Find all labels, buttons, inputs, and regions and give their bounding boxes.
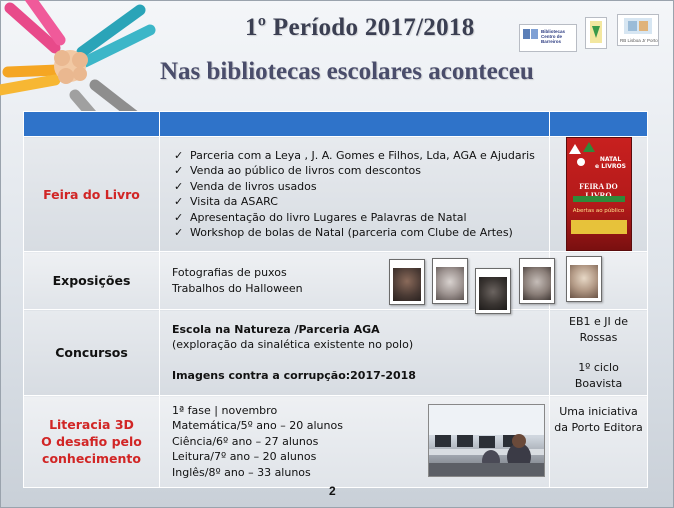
category-cell: Literacia 3D O desafio pelo conhecimento [24, 396, 160, 488]
school-logo [585, 17, 607, 49]
checkmark-icon: ✓ [174, 226, 184, 239]
list-item: ✓ Parceria com a Leya , J. A. Gomes e Filhos, Lda, AGA e Ajudaris [174, 148, 535, 162]
exhibition-photo [519, 258, 555, 304]
computer-lab-illustration-icon [429, 405, 544, 476]
contest-description: (exploração da sinalética existente no polo) [172, 338, 414, 352]
period-title: 1º Período 2017/2018 [245, 14, 475, 41]
computer-lab-photo [428, 404, 545, 477]
header-cell [550, 112, 648, 137]
contest-title: Escola na Natureza /Parceria AGA [172, 322, 380, 336]
list-item: ✓ Venda de livros usados [174, 179, 317, 193]
exhibition-photo [432, 258, 468, 304]
library-network-logo: Bibliotecas Centro de Barreiros [519, 24, 577, 52]
page-number: 2 [329, 484, 336, 498]
book-fair-poster: NATAL e LIVROS FEIRA DO Abertas ao público [566, 137, 632, 251]
table-header-row [24, 112, 648, 137]
initiative-cell: Uma iniciativa da Porto Editora [550, 396, 648, 488]
exhibition-photo [566, 256, 602, 302]
list-item: ✓ Workshop de bolas de Natal (parceria com Clube de Artes) [174, 226, 513, 239]
book-icon [522, 27, 540, 41]
poster-cell [550, 137, 648, 252]
table-row [24, 396, 648, 488]
list-item: ✓ Venda ao público de livros com descontos [174, 164, 422, 177]
header-cell [160, 112, 550, 137]
school-emblem-icon [586, 18, 606, 48]
literacy-details: 1ª fase | novembro Matemática/5º ano – 20 alunos Ciência/6º ano – 27 alunos Leitura/7º ano – 20 alunos Inglês/8º ano – 33 alunos [172, 403, 343, 479]
checkmark-icon: ✓ [174, 179, 184, 193]
category-cell: Exposições [24, 252, 160, 310]
checkmark-icon: ✓ [174, 164, 184, 177]
list-item: ✓ Visita da ASARC [174, 195, 278, 208]
table-row [24, 137, 648, 252]
details-cell [160, 310, 550, 396]
exhibition-photo [389, 259, 425, 305]
list-item: ✓ Apresentação do livro Lugares e Palavras de Natal [174, 210, 467, 224]
table-row [24, 310, 648, 396]
checkmark-icon: ✓ [174, 195, 184, 208]
contest-title: Imagens contra a corrupção:2017-2018 [172, 368, 416, 382]
category-cell: Feira do Livro [24, 137, 160, 252]
page-subtitle: Nas bibliotecas escolares aconteceu [160, 58, 534, 85]
partner-emblem-icon [618, 15, 658, 37]
checkmark-icon: ✓ [174, 210, 184, 224]
checkmark-icon: ✓ [174, 148, 184, 162]
schools-cell: EB1 e JI de Rossas 1º ciclo Boavista [550, 310, 648, 396]
header-cell [24, 112, 160, 137]
activity-list [160, 144, 549, 245]
details-cell [160, 137, 550, 252]
category-cell: Concursos [24, 310, 160, 396]
partner-logo: RB Lisboa Jr Porto [617, 14, 659, 46]
exhibition-photo [475, 268, 511, 314]
exhibition-text: Fotografias de puxos Trabalhos do Halloween [172, 266, 303, 295]
